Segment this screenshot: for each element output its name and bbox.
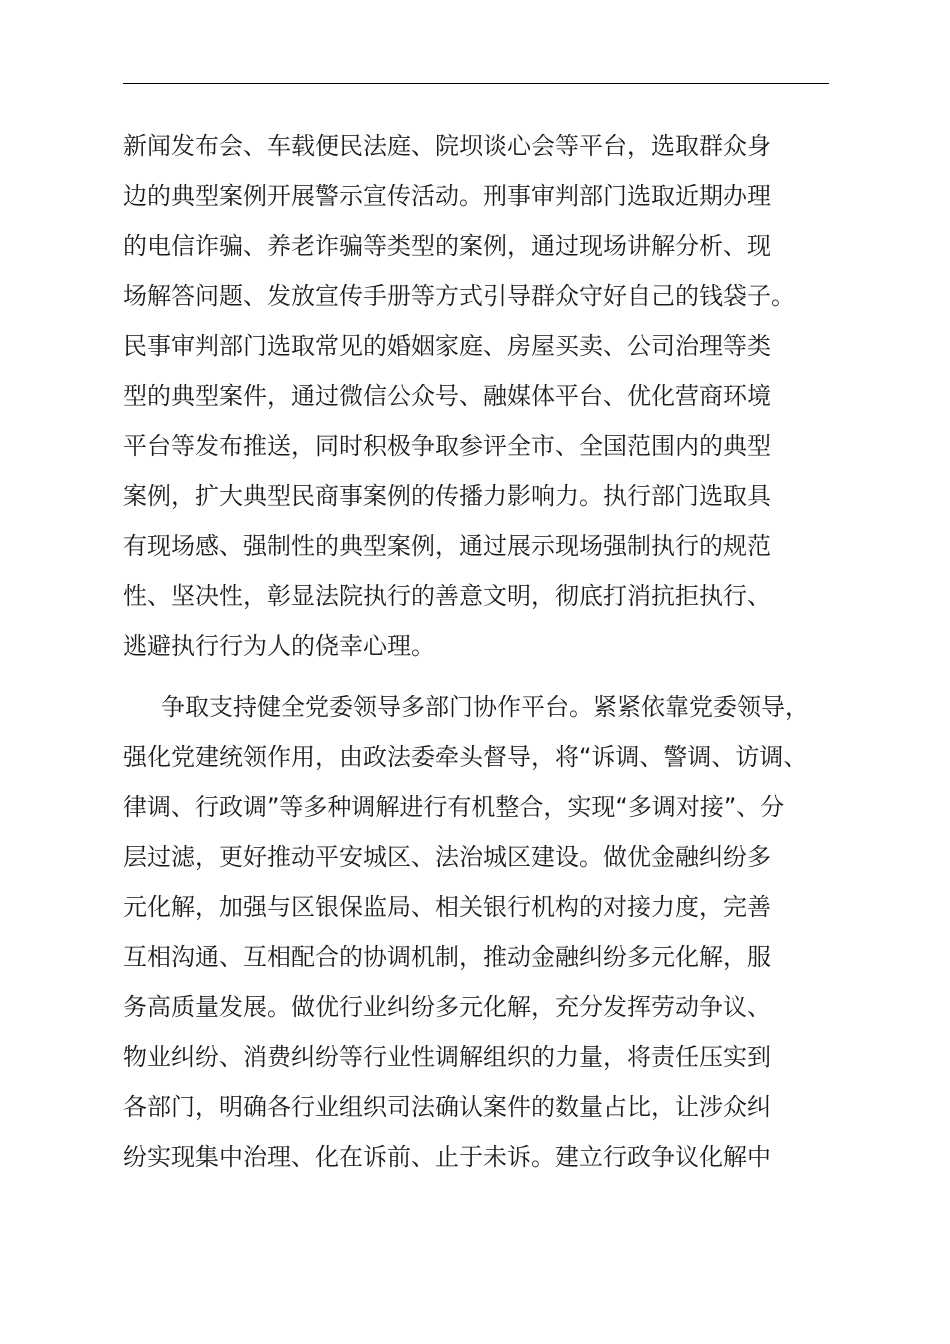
text-line: 的电信诈骗、养老诈骗等类型的案例，通过现场讲解分析、现 — [123, 232, 771, 260]
text-line-indented: 争取支持健全党委领导多部门协作平台。紧紧依靠党委领导， — [161, 693, 809, 721]
text-line: 纷实现集中治理、化在诉前、止于未诉。建立行政争议化解中 — [123, 1143, 771, 1171]
text-line: 各部门，明确各行业组织司法确认案件的数量占比，让涉众纠 — [123, 1093, 771, 1121]
text-line: 互相沟通、互相配合的协调机制，推动金融纠纷多元化解，服 — [123, 943, 771, 971]
paragraph-2 — [123, 682, 843, 1182]
text-line: 型的典型案件，通过微信公众号、融媒体平台、优化营商环境 — [123, 382, 771, 410]
header-rule — [123, 83, 829, 84]
text-line: 场解答问题、发放宣传手册等方式引导群众守好自己的钱袋子。 — [123, 282, 795, 310]
text-line: 强化党建统领作用，由政法委牵头督导，将“诉调、警调、访调、 — [123, 743, 808, 771]
text-line: 新闻发布会、车载便民法庭、院坝谈心会等平台，选取群众身 — [123, 132, 771, 160]
text-line: 务高质量发展。做优行业纠纷多元化解，充分发挥劳动争议、 — [123, 993, 771, 1021]
text-line: 元化解，加强与区银保监局、相关银行机构的对接力度，完善 — [123, 893, 771, 921]
paragraph-1 — [123, 121, 843, 671]
text-line: 有现场感、强制性的典型案例，通过展示现场强制执行的规范 — [123, 532, 771, 560]
text-line: 案例，扩大典型民商事案例的传播力影响力。执行部门选取具 — [123, 482, 771, 510]
text-line: 逃避执行行为人的侥幸心理。 — [123, 632, 435, 660]
text-line: 民事审判部门选取常见的婚姻家庭、房屋买卖、公司治理等类 — [123, 332, 771, 360]
text-line: 边的典型案例开展警示宣传活动。刑事审判部门选取近期办理 — [123, 182, 771, 210]
text-line: 层过滤，更好推动平安城区、法治城区建设。做优金融纠纷多 — [123, 843, 771, 871]
text-line: 物业纠纷、消费纠纷等行业性调解组织的力量，将责任压实到 — [123, 1043, 771, 1071]
body-text — [123, 121, 843, 1182]
text-line: 平台等发布推送，同时积极争取参评全市、全国范围内的典型 — [123, 432, 771, 460]
text-line: 性、坚决性，彰显法院执行的善意文明，彻底打消抗拒执行、 — [123, 582, 771, 610]
paragraph-gap — [123, 671, 843, 682]
text-line: 律调、行政调”等多种调解进行有机整合，实现“多调对接”、分 — [123, 793, 785, 821]
